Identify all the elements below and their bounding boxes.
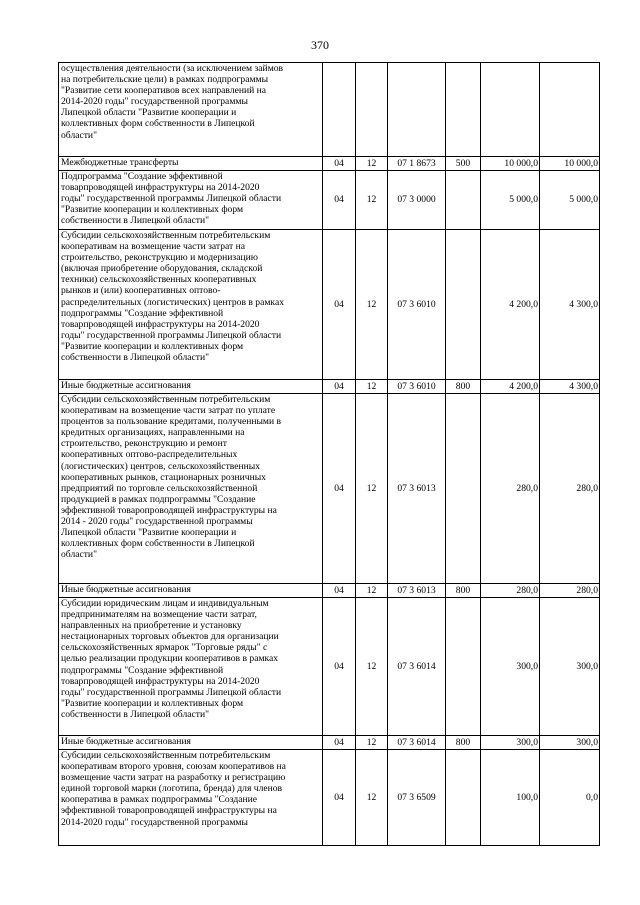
cell-section: 04 [323,750,356,846]
cell-subsection: 12 [356,171,388,230]
cell-target-article: 07 3 6010 [388,230,446,380]
cell-subsection: 12 [356,736,388,750]
cell-subsection: 12 [356,394,388,584]
cell-expense-type: 800 [446,736,481,750]
cell-description: Иные бюджетные ассигнования [59,380,323,394]
cell-section: 04 [323,598,356,736]
cell-subsection: 12 [356,230,388,380]
cell-target-article: 07 3 6013 [388,584,446,598]
cell-subsection: 12 [356,157,388,171]
cell-amount-year-2: 10 000,0 [540,157,600,171]
cell-expense-type [446,230,481,380]
cell-expense-type [446,598,481,736]
cell-amount-year-2: 5 000,0 [540,171,600,230]
table-row [59,584,600,598]
table-row [59,394,600,584]
cell-expense-type [446,63,481,157]
cell-amount-year-1: 300,0 [481,598,540,736]
cell-amount-year-2: 0,0 [540,750,600,846]
table-row [59,63,600,157]
table-row [59,750,600,846]
cell-amount-year-1 [481,63,540,157]
cell-target-article: 07 3 0000 [388,171,446,230]
cell-expense-type: 800 [446,584,481,598]
cell-description: Иные бюджетные ассигнования [59,736,323,750]
cell-expense-type: 800 [446,380,481,394]
table-body [59,63,600,846]
cell-target-article: 07 3 6014 [388,736,446,750]
cell-amount-year-1: 280,0 [481,394,540,584]
cell-amount-year-2: 4 300,0 [540,230,600,380]
cell-description: Субсидии сельскохозяйственным потребительским кооперативам второго уровня, союзам кооперативов на возмещение части затрат на разработку и регистрацию единой торговой марки (логотипа, бренда) для членов кооператива в рамках подпрограммы "Создание эффективной товаропроводящей инфраструктуры на 2014-2020 годы" государственной программы [59,750,323,846]
table-row [59,380,600,394]
cell-amount-year-1: 5 000,0 [481,171,540,230]
cell-section: 04 [323,157,356,171]
cell-amount-year-1: 4 200,0 [481,230,540,380]
cell-section [323,63,356,157]
cell-section: 04 [323,230,356,380]
cell-section: 04 [323,736,356,750]
cell-section: 04 [323,171,356,230]
cell-amount-year-2: 280,0 [540,394,600,584]
cell-description: осуществления деятельности (за исключением займов на потребительские цели) в рамках подпрограммы "Развитие сети кооперативов всех направлений на 2014-2020 годы" государственной программы Липецкой области "Развитие кооперации и коллективных форм собственности в Липецкой области" [59,63,323,157]
cell-amount-year-1: 300,0 [481,736,540,750]
cell-target-article: 07 3 6013 [388,394,446,584]
cell-subsection: 12 [356,750,388,846]
cell-amount-year-2: 280,0 [540,584,600,598]
cell-target-article [388,63,446,157]
cell-amount-year-1: 280,0 [481,584,540,598]
cell-subsection: 12 [356,598,388,736]
cell-amount-year-1: 4 200,0 [481,380,540,394]
cell-section: 04 [323,380,356,394]
table-row [59,598,600,736]
table-row [59,736,600,750]
cell-amount-year-2: 300,0 [540,598,600,736]
cell-amount-year-2: 4 300,0 [540,380,600,394]
cell-description: Межбюджетные трансферты [59,157,323,171]
cell-expense-type: 500 [446,157,481,171]
table-row [59,171,600,230]
table-row [59,230,600,380]
cell-expense-type [446,750,481,846]
cell-subsection: 12 [356,584,388,598]
cell-target-article: 07 3 6509 [388,750,446,846]
page-number: 370 [311,38,329,52]
cell-description: Субсидии сельскохозяйственным потребительским кооперативам на возмещение части затрат на строительство, реконструкцию и модернизацию (включая приобретение оборудования, складской техники) сельскохозяйственных кооперативных рынков и (или) кооперативных оптово- распределительных (логистических) центров в рамках подпрограммы "Создание эффективной товарпроводящей инфраструктуры на 2014-2020 годы" государственной программы Липецкой области "Развитие кооперации и коллективных форм собственности в Липецкой области" [59,230,323,380]
cell-expense-type [446,394,481,584]
budget-table [58,62,600,846]
cell-subsection: 12 [356,380,388,394]
cell-subsection [356,63,388,157]
cell-description: Иные бюджетные ассигнования [59,584,323,598]
cell-amount-year-2 [540,63,600,157]
cell-description: Подпрограмма "Создание эффективной товарпроводящей инфраструктуры на 2014-2020 годы" государственной программы Липецкой области "Развитие кооперации и коллективных форм собственности в Липецкой области" [59,171,323,230]
cell-target-article: 07 1 8673 [388,157,446,171]
cell-section: 04 [323,394,356,584]
cell-target-article: 07 3 6010 [388,380,446,394]
cell-amount-year-1: 10 000,0 [481,157,540,171]
cell-amount-year-2: 300,0 [540,736,600,750]
cell-amount-year-1: 100,0 [481,750,540,846]
cell-description: Субсидии юридическим лицам и индивидуальным предпринимателям на возмещение части затрат, направленных на приобретение и установку нестационарных торговых объектов для организации сельскохозяйственных ярмарок "Торговые ряды" с целью реализации продукции кооперативов в рамках подпрограммы "Создание эффективной товарпроводящей инфраструктуры на 2014-2020 годы" государственной программы Липецкой области "Развитие кооперации и коллективных форм собственности в Липецкой области" [59,598,323,736]
cell-section: 04 [323,584,356,598]
cell-description: Субсидии сельскохозяйственным потребительским кооперативам на возмещение части затрат по уплате процентов за пользование кредитами, полученными в кредитных организациях, направленными на строительство, реконструкцию и ремонт кооперативных оптово-распределительных (логистических) центров, сельскохозяйственных кооперативных рынков, стационарных розничных предприятий по торговле сельскохозяйственной продукцией в рамках подпрограммы "Создание эффективной товаропроводящей инфраструктуры на 2014 - 2020 годы" государственной программы Липецкой области "Развитие кооперации и коллективных форм собственности в Липецкой области" [59,394,323,584]
table-row [59,157,600,171]
cell-target-article: 07 3 6014 [388,598,446,736]
cell-expense-type [446,171,481,230]
